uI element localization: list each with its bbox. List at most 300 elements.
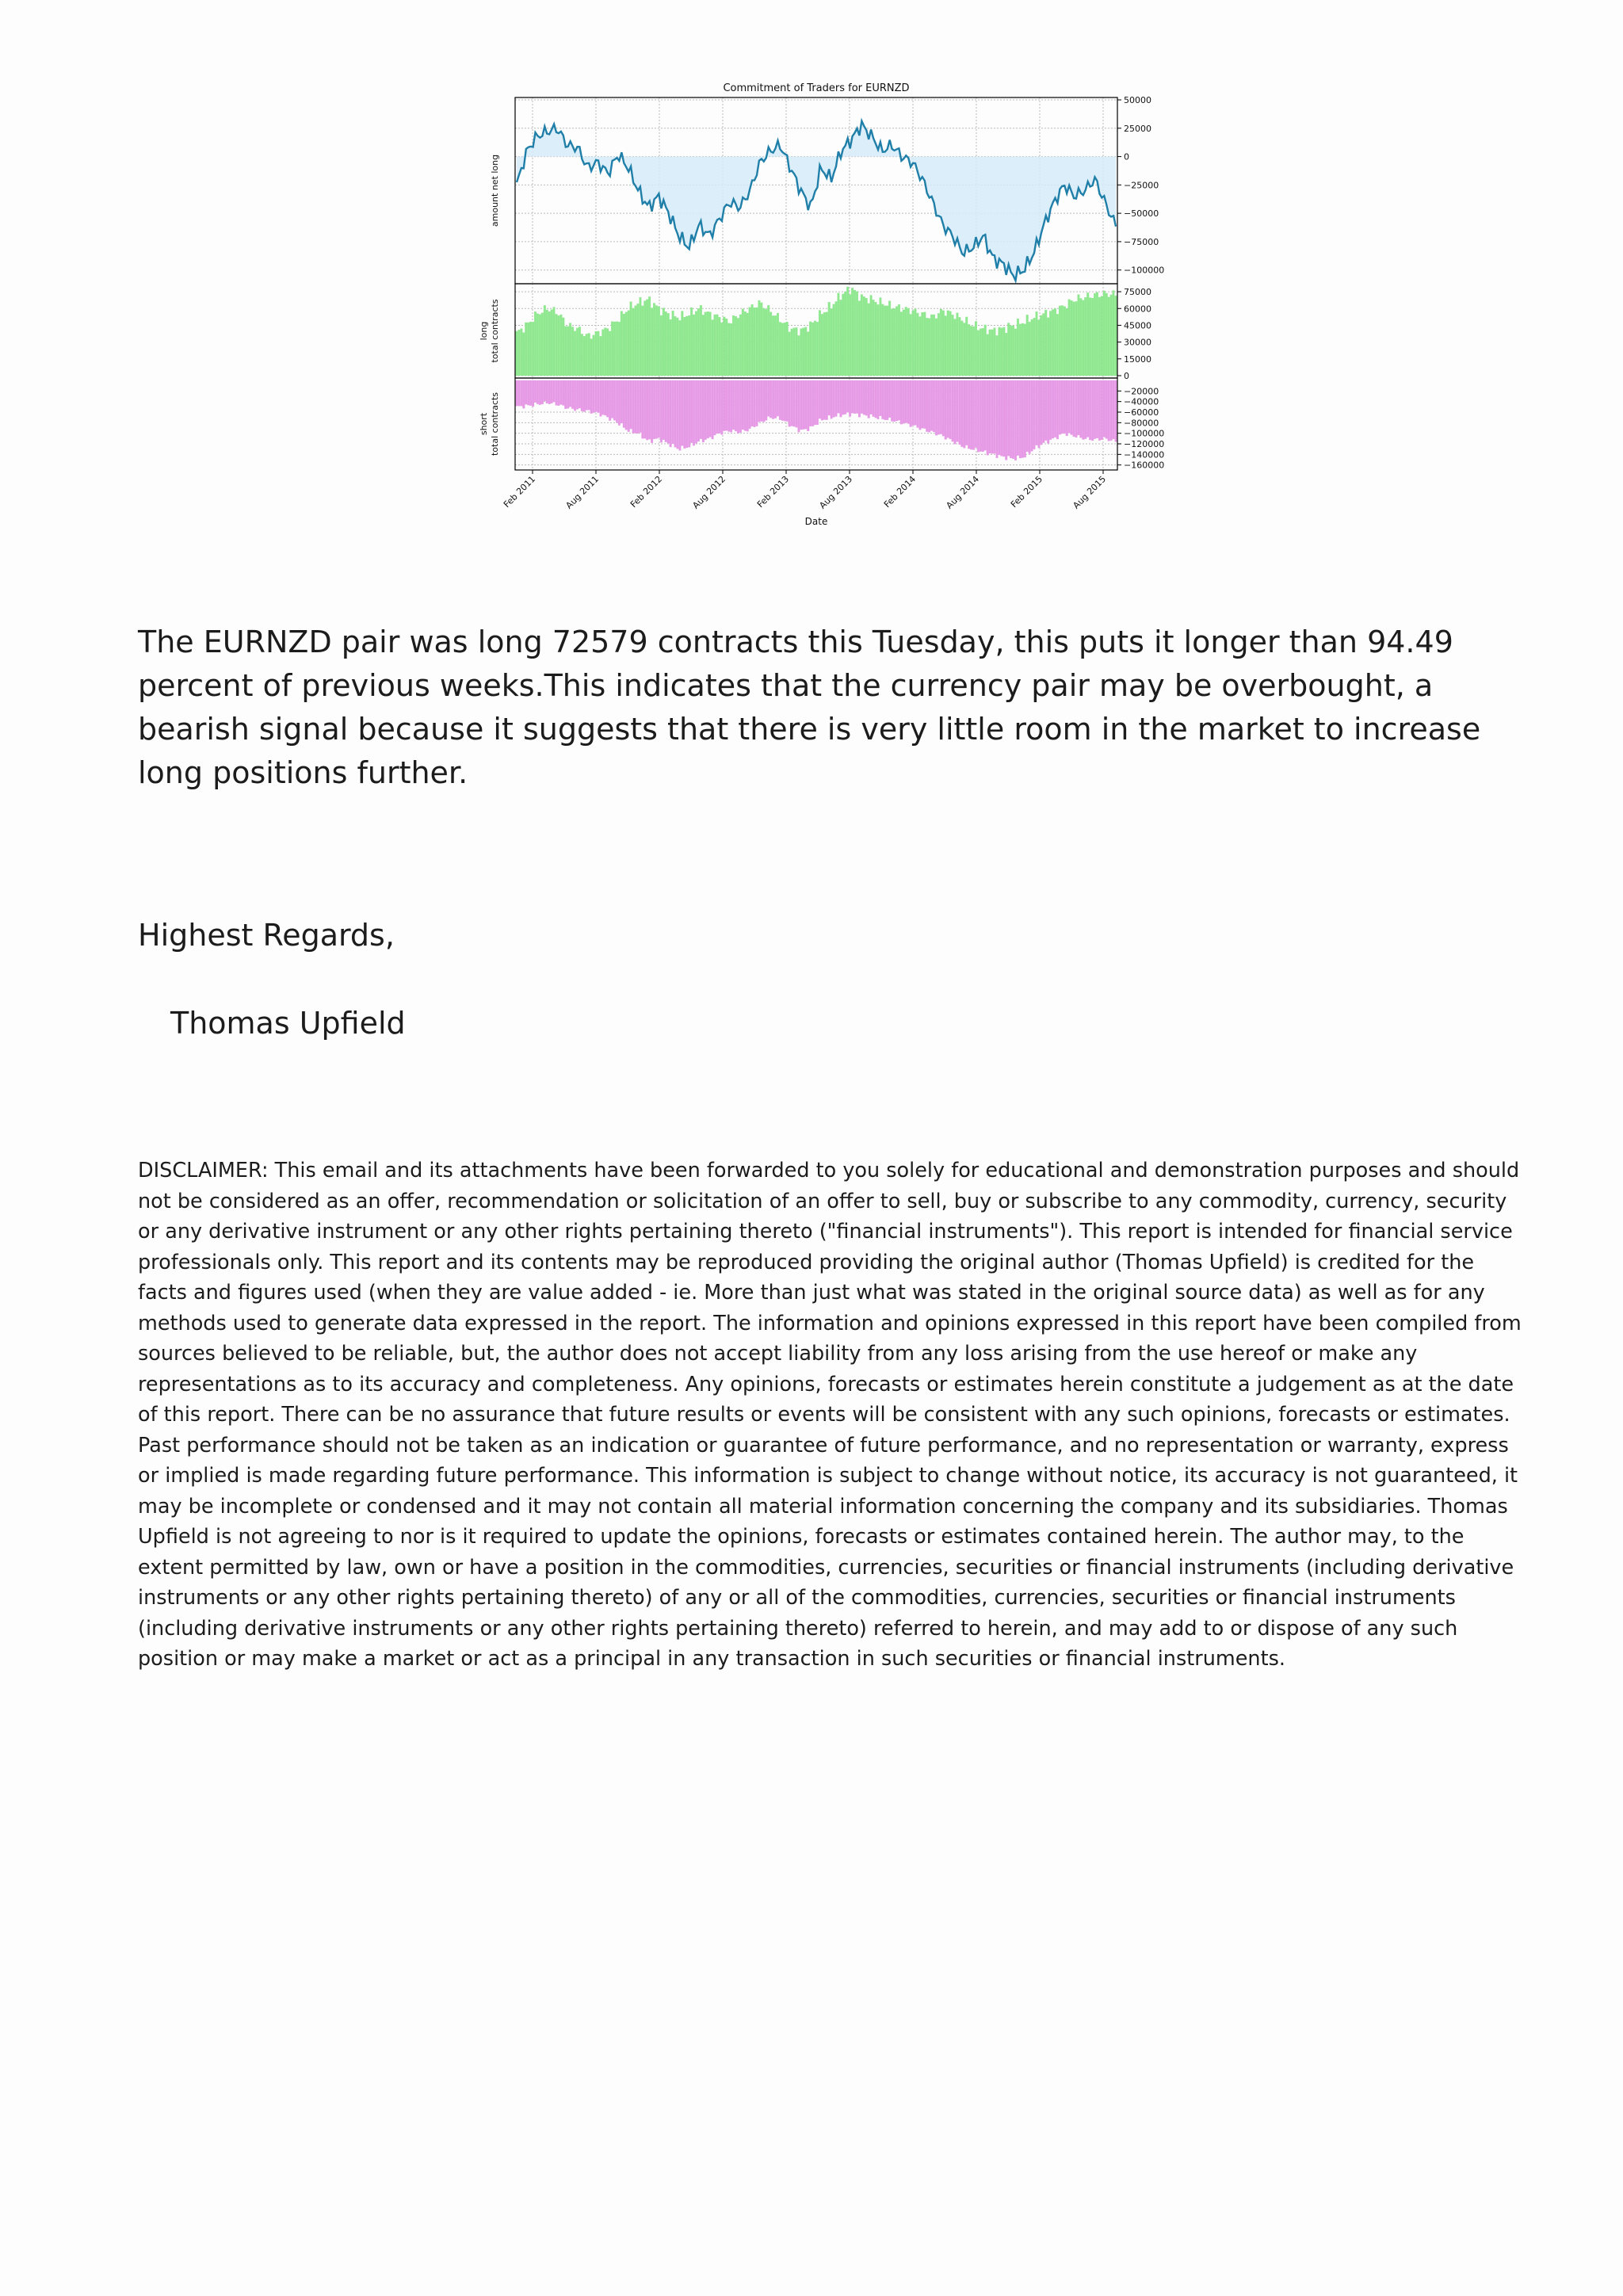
total-long-bar (618, 322, 621, 376)
total-long-bar (1089, 298, 1091, 376)
total-short-bar (1096, 380, 1098, 438)
total-short-bar (556, 380, 558, 405)
total-long-bar (1017, 319, 1019, 376)
total-long-bar (763, 308, 766, 376)
total-short-bar (854, 380, 856, 414)
y-tick-label: 60000 (1124, 304, 1151, 315)
total-long-bar (873, 300, 875, 376)
total-long-bar (786, 322, 789, 376)
total-short-bar (789, 380, 791, 426)
total-short-bar (1078, 380, 1080, 435)
total-short-bar (991, 380, 994, 453)
total-long-bar (868, 304, 870, 376)
total-short-bar (949, 380, 952, 439)
total-short-bar (849, 380, 851, 416)
total-long-bar (546, 310, 548, 376)
total-long-bar (709, 312, 712, 376)
total-long-bar (693, 315, 695, 376)
total-short-bar (1064, 380, 1066, 434)
y-tick-label: −120000 (1124, 439, 1165, 449)
total-short-bar (648, 380, 651, 439)
total-long-bar (663, 308, 665, 376)
total-long-bar (765, 309, 767, 376)
total-short-bar (1106, 380, 1108, 438)
total-short-bar (721, 380, 724, 434)
y-axis-label: amount net long (490, 154, 500, 227)
total-long-bar (812, 323, 814, 376)
total-long-bar (952, 315, 954, 376)
total-short-bar (800, 380, 803, 430)
total-short-bar (644, 380, 647, 438)
total-short-bar (628, 380, 630, 432)
y-tick-label: 30000 (1124, 337, 1151, 348)
y-tick-label: −100000 (1124, 428, 1165, 439)
total-short-bar (886, 380, 888, 420)
total-long-bar (1066, 308, 1068, 376)
total-short-bar (786, 380, 789, 422)
total-short-bar (1024, 380, 1026, 457)
total-long-bar (558, 315, 560, 376)
total-long-bar (551, 310, 553, 376)
total-short-bar (977, 380, 980, 452)
total-long-bar (814, 321, 816, 376)
total-short-bar (922, 380, 924, 428)
total-short-bar (593, 380, 595, 413)
total-long-bar (590, 339, 593, 376)
total-short-bar (856, 380, 858, 414)
total-long-bar (523, 333, 525, 376)
cot-chart (475, 75, 1173, 543)
total-short-bar (702, 380, 705, 442)
total-long-bar (826, 312, 828, 376)
total-short-bar (882, 380, 884, 419)
total-long-bar (888, 301, 891, 376)
total-short-bar (812, 380, 814, 426)
y-axis-label: short (479, 412, 489, 436)
total-long-bar (697, 308, 700, 376)
total-short-bar (844, 380, 846, 415)
total-long-bar (605, 328, 607, 376)
total-long-bar (1038, 320, 1041, 376)
total-short-bar (763, 380, 766, 422)
total-short-bar (1047, 380, 1049, 443)
total-long-bar (742, 309, 744, 376)
total-short-bar (700, 380, 702, 439)
total-short-bar (858, 380, 861, 417)
total-long-bar (516, 331, 518, 376)
total-short-bar (1056, 380, 1059, 439)
total-long-bar (875, 302, 877, 376)
total-long-bar (642, 306, 644, 376)
total-long-bar (1047, 318, 1049, 376)
y-tick-label: 25000 (1124, 123, 1151, 134)
total-long-bar (954, 319, 957, 376)
total-long-bar (809, 322, 812, 376)
y-axis-label: total contracts (490, 299, 500, 363)
total-long-bar (586, 334, 588, 376)
total-short-bar (521, 380, 523, 406)
total-long-bar (861, 295, 863, 376)
total-long-bar (529, 322, 532, 376)
total-short-bar (595, 380, 598, 412)
total-long-bar (651, 308, 653, 376)
total-short-bar (1115, 380, 1117, 441)
total-short-bar (609, 380, 611, 421)
total-short-bar (833, 380, 835, 417)
total-long-bar (972, 327, 975, 376)
total-long-bar (1041, 315, 1043, 376)
total-short-bar (709, 380, 712, 437)
total-short-bar (1043, 380, 1045, 443)
total-short-bar (602, 380, 605, 415)
total-short-bar (840, 380, 842, 417)
total-long-bar (846, 287, 849, 376)
total-long-bar (581, 334, 583, 376)
y-tick-label: 15000 (1124, 353, 1151, 365)
total-long-bar (725, 319, 727, 376)
total-long-bar (660, 315, 663, 376)
total-long-bar (602, 330, 605, 376)
total-short-bar (600, 380, 602, 416)
total-long-bar (556, 314, 558, 376)
total-short-bar (1026, 380, 1029, 452)
total-short-bar (767, 380, 769, 416)
total-long-bar (1078, 295, 1080, 376)
total-long-bar (714, 315, 716, 376)
x-tick-label: Aug 2014 (944, 473, 982, 511)
total-short-bar (816, 380, 819, 425)
total-long-bar (579, 327, 581, 376)
total-long-bar (1001, 328, 1003, 376)
total-short-bar (558, 380, 560, 406)
x-tick-label: Aug 2012 (690, 473, 728, 511)
total-short-bar (798, 380, 800, 432)
total-short-bar (1044, 380, 1047, 441)
total-long-bar (621, 311, 623, 376)
total-short-bar (730, 380, 732, 432)
total-short-bar (819, 380, 821, 418)
total-short-bar (1010, 380, 1012, 458)
total-short-bar (851, 380, 854, 413)
total-short-bar (1036, 380, 1038, 445)
y-tick-label: 0 (1124, 371, 1129, 381)
total-long-bar (1019, 324, 1022, 376)
net-long-area (517, 121, 1116, 281)
total-long-bar (1068, 300, 1071, 376)
total-long-bar (672, 311, 674, 376)
total-short-bar (590, 380, 593, 414)
total-short-bar (632, 380, 635, 434)
total-short-bar (888, 380, 891, 418)
total-short-bar (695, 380, 697, 443)
y-tick-label: −40000 (1124, 396, 1159, 407)
total-long-bar (600, 336, 602, 376)
total-long-bar (910, 315, 912, 376)
total-short-bar (635, 380, 637, 434)
total-short-bar (546, 380, 548, 403)
total-short-bar (1066, 380, 1068, 436)
total-long-bar (640, 297, 642, 376)
total-long-bar (751, 304, 754, 376)
total-short-bar (970, 380, 972, 449)
total-long-bar (833, 304, 835, 376)
total-short-bar (1083, 380, 1085, 440)
total-short-bar (924, 380, 926, 429)
total-long-bar (842, 294, 845, 376)
total-short-bar (772, 380, 774, 419)
total-short-bar (779, 380, 781, 420)
total-long-bar (716, 315, 719, 376)
total-short-bar (781, 380, 784, 421)
total-short-bar (605, 380, 607, 415)
total-short-bar (774, 380, 777, 418)
total-long-bar (521, 329, 523, 376)
total-long-bar (598, 331, 600, 376)
total-short-bar (744, 380, 747, 431)
total-short-bar (1031, 380, 1033, 451)
total-short-bar (863, 380, 865, 415)
total-short-bar (761, 380, 763, 422)
total-short-bar (952, 380, 954, 441)
total-long-bar (727, 323, 730, 376)
total-long-bar (821, 314, 823, 376)
total-long-bar (1115, 296, 1117, 376)
total-long-bar (525, 323, 527, 376)
total-short-bar (846, 380, 849, 412)
total-long-bar (835, 302, 838, 376)
total-long-bar (1059, 306, 1061, 376)
x-tick-label: Aug 2011 (563, 473, 601, 511)
y-tick-label: 75000 (1124, 287, 1151, 298)
total-long-bar (571, 327, 574, 376)
y-tick-label: −20000 (1124, 386, 1159, 397)
total-long-bar (1031, 319, 1033, 376)
total-short-bar (809, 380, 812, 426)
total-short-bar (749, 380, 751, 429)
regards-line: Highest Regards, (138, 918, 395, 953)
total-long-bar (947, 311, 949, 376)
total-short-bar (525, 380, 527, 404)
total-short-bar (693, 380, 695, 445)
total-short-bar (933, 380, 935, 432)
y-tick-label: −100000 (1124, 265, 1165, 276)
total-short-bar (784, 380, 786, 421)
total-long-bar (688, 315, 690, 376)
total-short-bar (551, 380, 553, 403)
total-long-bar (854, 290, 856, 376)
total-short-bar (1094, 380, 1096, 439)
total-short-bar (1019, 380, 1022, 458)
total-short-bar (868, 380, 870, 418)
total-short-bar (742, 380, 744, 430)
total-long-bar (747, 313, 749, 376)
total-long-bar (994, 328, 996, 376)
total-long-bar (679, 320, 682, 376)
total-short-bar (796, 380, 798, 427)
total-long-bar (761, 303, 763, 376)
total-long-bar (803, 328, 805, 376)
total-long-bar (926, 318, 928, 376)
total-short-bar (1101, 380, 1103, 440)
total-short-bar (803, 380, 805, 430)
total-short-bar (725, 380, 727, 430)
total-long-bar (982, 328, 984, 376)
total-long-bar (965, 317, 968, 376)
total-short-bar (539, 380, 541, 405)
total-short-bar (739, 380, 742, 433)
total-long-bar (685, 316, 688, 376)
total-long-bar (534, 311, 537, 376)
total-short-bar (842, 380, 845, 415)
total-short-bar (581, 380, 583, 411)
total-long-bar (915, 309, 917, 376)
total-long-bar (613, 322, 616, 376)
total-long-bar (793, 328, 796, 376)
total-long-bar (987, 334, 989, 376)
total-short-bar (672, 380, 674, 444)
total-long-bar (898, 304, 900, 376)
total-short-bar (658, 380, 660, 437)
total-short-bar (893, 380, 896, 422)
total-long-bar (984, 325, 987, 376)
x-tick-label: Feb 2012 (628, 473, 665, 510)
total-short-bar (959, 380, 961, 445)
total-short-bar (541, 380, 544, 404)
total-long-bar (1010, 326, 1012, 376)
total-short-bar (655, 380, 658, 438)
total-short-bar (1052, 380, 1054, 438)
total-long-bar (625, 312, 628, 376)
total-long-bar (1026, 315, 1029, 376)
total-long-bar (930, 315, 933, 376)
total-short-bar (735, 380, 737, 431)
total-long-bar (541, 313, 544, 376)
total-long-bar (884, 306, 887, 376)
total-short-bar (984, 380, 987, 450)
total-short-bar (537, 380, 539, 404)
total-long-bar (870, 296, 873, 376)
total-long-bar (655, 306, 658, 376)
total-short-bar (705, 380, 707, 440)
total-short-bar (964, 380, 966, 448)
total-short-bar (544, 380, 546, 401)
total-short-bar (928, 380, 930, 432)
total-long-bar (646, 300, 648, 376)
total-long-bar (791, 329, 793, 376)
total-short-bar (828, 380, 831, 415)
total-short-bar (891, 380, 893, 422)
total-short-bar (579, 380, 581, 408)
total-long-bar (970, 326, 972, 376)
total-long-bar (957, 313, 959, 376)
total-short-bar (682, 380, 684, 445)
x-axis-label: Date (804, 516, 828, 527)
total-short-bar (898, 380, 900, 420)
total-long-bar (707, 311, 709, 376)
total-short-bar (1091, 380, 1094, 441)
total-short-bar (838, 380, 840, 413)
total-long-bar (653, 304, 655, 376)
author-name: Thomas Upfield (170, 1006, 406, 1041)
total-long-bar (844, 292, 846, 376)
total-long-bar (940, 309, 942, 376)
total-long-bar (744, 311, 747, 376)
total-long-bar (1094, 293, 1096, 376)
total-short-bar (926, 380, 928, 432)
y-tick-label: −140000 (1124, 449, 1165, 460)
total-short-bar (571, 380, 574, 409)
total-long-bar (1061, 306, 1064, 376)
total-long-bar (880, 298, 882, 376)
total-long-bar (616, 322, 618, 376)
total-long-bar (1103, 291, 1106, 376)
total-long-bar (1012, 326, 1014, 376)
total-short-bar (826, 380, 828, 420)
total-short-bar (758, 380, 761, 422)
total-short-bar (532, 380, 534, 407)
total-long-bar (851, 288, 854, 376)
total-short-bar (917, 380, 919, 428)
total-long-bar (553, 308, 556, 376)
total-long-bar (756, 308, 758, 376)
total-short-bar (1022, 380, 1024, 458)
total-long-bar (882, 304, 884, 376)
total-long-bar (807, 332, 809, 376)
total-short-bar (1113, 380, 1115, 439)
total-long-bar (1022, 323, 1024, 376)
total-short-bar (940, 380, 942, 434)
summary-paragraph: The EURNZD pair was long 72579 contracts this Tuesday, this puts it longer than 94.49 percent of previous weeks.This indicates that the currency pair may be overbought, a bearish signal because it suggests that there is very little room in the market to increase long positions further. (138, 625, 1481, 790)
total-long-bar (1086, 292, 1089, 376)
total-long-bar (816, 322, 819, 376)
total-short-bar (823, 380, 826, 420)
total-long-bar (1064, 307, 1066, 376)
total-short-bar (751, 380, 754, 426)
disclaimer-paragraph: DISCLAIMER: This email and its attachments have been forwarded to you solely for educational and demonstration purposes and should not be considered as an offer, recommendation or solicitation of an offer to sell, buy or subscribe to any commodity, currency, security or any derivative instrument or any other rights pertaining thereto ("financial instruments"). This report is intended for financial service professionals only. This report and its contents may be reproduced providing the original author (Thomas Upfield) is credited for the facts and figures used (when they are value added - ie. More than just what was stated in the original source data) as well as for any methods used to generate data expressed in the report. The information and opinions expressed in this report have been compiled from sources believed to be reliable, but, the author does not accept liability from any loss arising from the use hereof or make any representations as to its accuracy and completeness. Any opinions, forecasts or estimates herein constitute a judgement as at the date of this report. There can be no assurance that future results or events will be consistent with any such opinions, forecasts or estimates. Past performance should not be taken as an indication or guarantee of future performance, and no representation or warranty, express or implied is made regarding future performance. This information is subject to change without notice, its accuracy is not guaranteed, it may be incomplete or condensed and it may not contain all material information concerning the company and its subsidiaries. Thomas Upfield is not agreeing to nor is it required to update the opinions, forecasts or estimates contained herein. The author may, to the extent permitted by law, own or have a position in the commodities, currencies, securities or financial instruments (including derivative instruments or any other rights pertaining thereto) of any or all of the commodities, currencies, securities or financial instruments (including derivative instruments or any other rights pertaining thereto) referred to herein, and may add to or dispose of any such position or may make a market or act as a principal in any transaction in such securities or financial instruments. (138, 1159, 1522, 1671)
total-short-bar (1041, 380, 1043, 445)
total-short-bar (563, 380, 565, 406)
total-short-bar (765, 380, 767, 420)
total-short-bar (804, 380, 807, 429)
total-long-bar (677, 318, 679, 376)
total-long-bar (737, 318, 739, 376)
total-long-bar (1052, 310, 1054, 376)
total-short-bar (831, 380, 833, 418)
total-long-bar (919, 317, 922, 376)
total-long-bar (828, 302, 831, 376)
total-short-bar (1098, 380, 1101, 441)
total-short-bar (679, 380, 682, 450)
total-long-bar (819, 311, 821, 376)
y-tick-label: −160000 (1124, 460, 1165, 471)
total-long-bar (1073, 302, 1075, 376)
total-short-bar (942, 380, 945, 436)
total-short-bar (769, 380, 772, 418)
chart-title: Commitment of Traders for EURNZD (723, 82, 910, 94)
x-tick-label: Feb 2014 (881, 473, 918, 510)
total-long-bar (632, 308, 635, 376)
total-long-bar (749, 308, 751, 376)
y-tick-label: −80000 (1124, 418, 1159, 429)
total-long-bar (548, 311, 551, 376)
total-short-bar (727, 380, 730, 432)
total-long-bar (949, 311, 952, 376)
total-short-bar (987, 380, 989, 455)
total-short-bar (529, 380, 532, 406)
total-short-bar (732, 380, 735, 430)
total-long-bar (774, 315, 777, 376)
total-long-bar (700, 305, 702, 376)
